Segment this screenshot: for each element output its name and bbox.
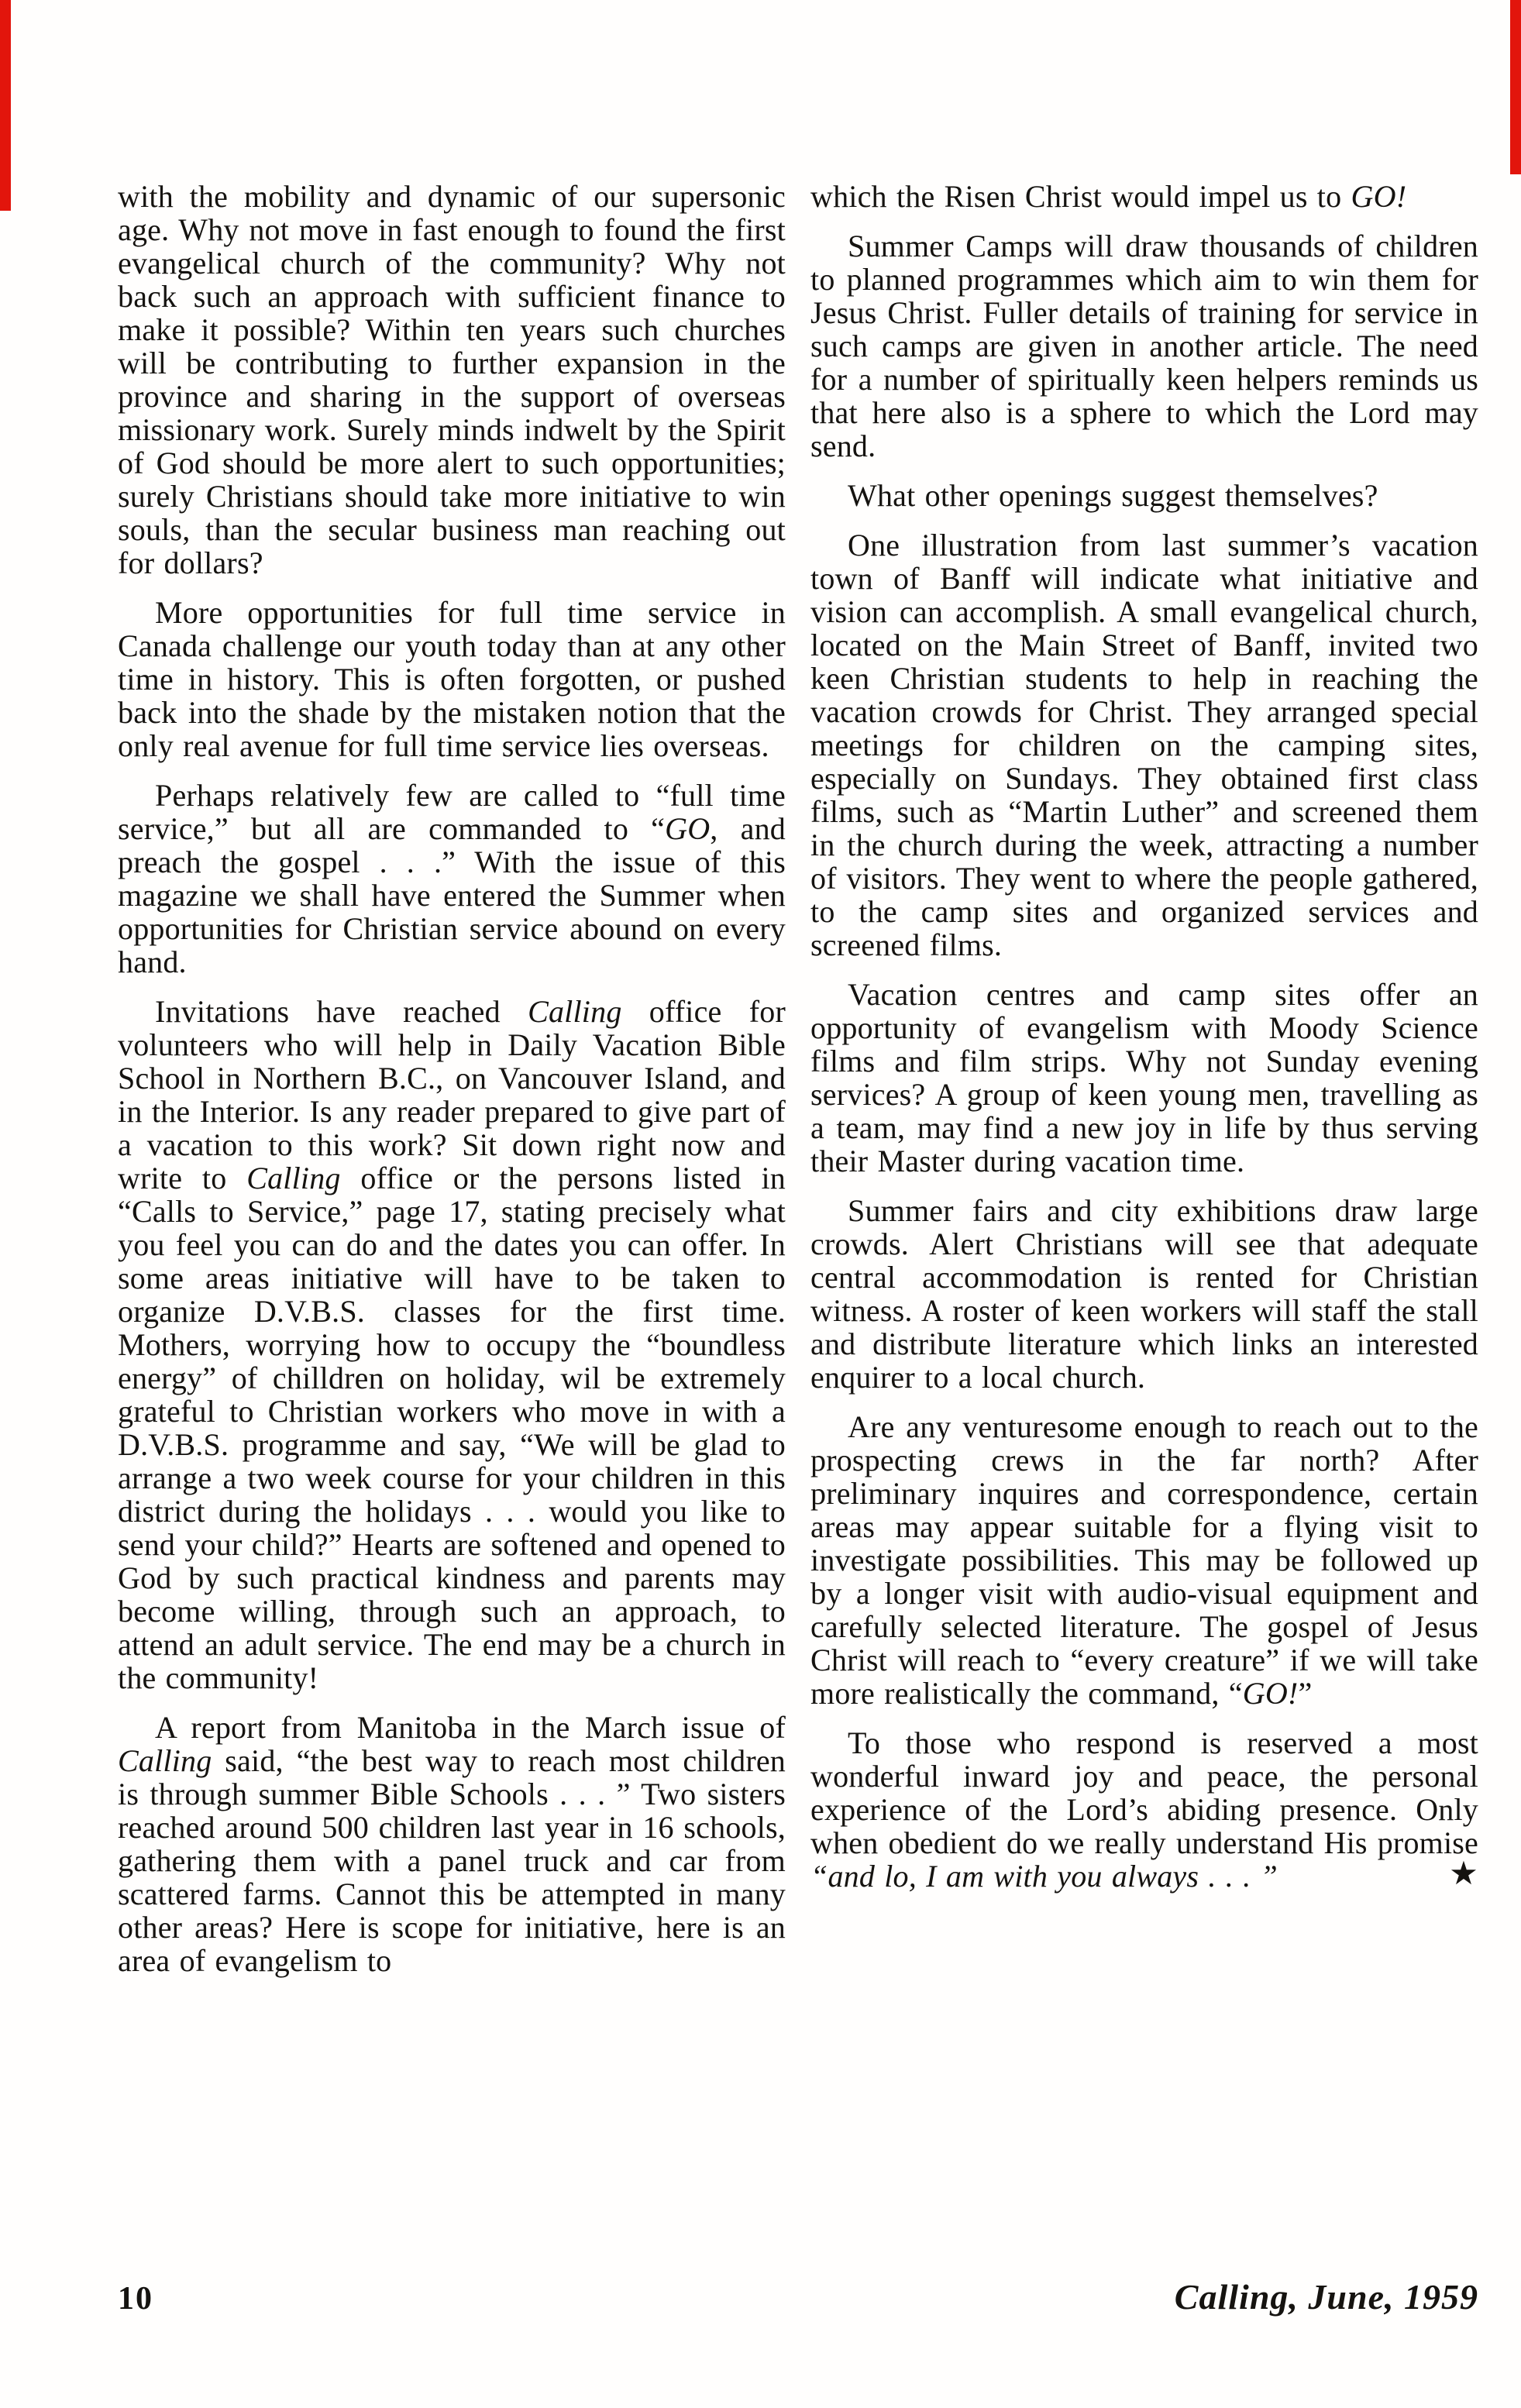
page-footer	[118, 2276, 1478, 2317]
red-edge-mark-left	[0, 0, 11, 211]
end-star-icon: ★	[1449, 1856, 1478, 1892]
italic-text: GO	[665, 811, 711, 846]
body-text: Vacation centres and camp sites offer an opportunity of evangelism with Moody Science films and film strips. Why not Sunday evening services? A group of keen young men, travelling as a team, may find a new joy in life by thus serving their Master during vacation time.	[810, 977, 1478, 1178]
paragraph	[810, 180, 1478, 213]
body-text: To those who respond is reserved a most wonderful inward joy and peace, the personal experience of the Lord’s abiding presence. Only when obedient do we really understand His promise	[810, 1725, 1478, 1860]
italic-text: GO!	[1351, 179, 1407, 214]
body-text: More opportunities for full time service in Canada challenge our youth today than at any other time in history. This is often forgotten, or pushed back into the shade by the mistaken notion that the only real avenue for full time service lies overseas.	[118, 595, 786, 763]
paragraph	[810, 528, 1478, 961]
body-text: office or the persons listed in “Calls to Service,” page 17, stating precisely what you feel you can do and the dates you can offer. In some areas initiative will have to be taken to organize D.V.B.S. classes for the first time. Mothers, worrying how to occupy the “boundless energy” of chilldren on holiday, wil be extremely grateful to Christian workers who move in with a D.V.B.S. programme and say, “We will be glad to arrange a two week course for your children in this district during the holidays . . . would you like to send your child?” Hearts are softened and opened to God by such practical kindness and parents may become willing, through such an approach, to attend an adult service. The end may be a church in the community!	[118, 1161, 786, 1695]
paragraph	[810, 978, 1478, 1178]
italic-text: “and lo, I am with you always . . . ”	[810, 1859, 1278, 1894]
paragraph	[810, 1410, 1478, 1710]
body-text: Perhaps relatively few are called to “full time service,” but all are commanded to “	[118, 778, 786, 846]
body-text: One illustration from last summer’s vacation town of Banff will indicate what initiative and vision can accomplish. A small evangelical church, located on the Main Street of Banff, invited two keen Christian students to help in reaching the vacation crowds for Christ. They arranged special meetings for children on the camping sites, especially on Sundays. They obtained first class films, such as “Martin Luther” and screened them in the church during the week, attracting a number of visitors. They went to where the people gathered, to the camp sites and organized services and screened films.	[810, 528, 1478, 962]
body-text: with the mobility and dynamic of our supersonic age. Why not move in fast enough to found the first evangelical church of the community? Why not back such an approach with sufficient finance to make it possible? Within ten years such churches will be contributing to further expansion in the province and sharing in the support of overseas missionary work. Surely minds indwelt by the Spirit of God should be more alert to such opportunities; surely Christians should take more initiative to win souls, than the secular business man reaching out for dollars?	[118, 179, 786, 580]
paragraph	[810, 1194, 1478, 1394]
body-text: office for volunteers who will help in Daily Vacation Bible School in Northern B.C., on Vancouver Island, and in the Interior. Is any reader prepared to give part of a vacation to this work? Sit down right now and write to	[118, 994, 786, 1195]
body-text: ”	[1298, 1676, 1313, 1711]
paragraph	[118, 779, 786, 979]
italic-text: Calling	[528, 994, 622, 1029]
paragraph	[118, 180, 786, 580]
italic-text: Calling	[246, 1161, 341, 1195]
page-number: 10	[118, 2281, 153, 2317]
paragraph	[810, 479, 1478, 512]
paragraph	[118, 1711, 786, 1977]
italic-text: GO!	[1242, 1676, 1299, 1711]
body-text: A report from Manitoba in the March issue of	[155, 1710, 786, 1745]
paragraph	[118, 995, 786, 1694]
paragraph	[810, 1726, 1478, 1893]
body-text: said, “the best way to reach most children is through summer Bible Schools . . . ” Two sisters reached around 500 children last year in 16 schools, gathering them with a panel truck and car from scattered farms. Cannot this be attempted in many other areas? Here is scope for initiative, here is an area of evangelism to	[118, 1743, 786, 1978]
italic-text: Calling	[118, 1743, 212, 1778]
body-text: Invitations have reached	[155, 994, 528, 1029]
body-text: Are any venturesome enough to reach out to the prospecting crews in the far north? After preliminary inquires and correspondence, certain areas may appear suitable for a flying visit to investigate possibilities. This may be followed up by a longer visit with audio-visual equipment and carefully selected literature. The gospel of Jesus Christ will reach to “every creature” if we will take more realistically the command, “	[810, 1409, 1478, 1711]
body-text: which the Risen Christ would impel us to	[810, 179, 1351, 214]
body-text: Summer Camps will draw thousands of children to planned programmes which aim to win them for Jesus Christ. Fuller details of training for service in such camps are given in another article. The need for a number of spiritually keen helpers reminds us that here also is a sphere to which the Lord may send.	[810, 229, 1478, 463]
paragraph	[810, 229, 1478, 463]
paragraph	[118, 596, 786, 762]
body-text: What other openings suggest themselves?	[848, 478, 1378, 513]
body-text: Summer fairs and city exhibitions draw large crowds. Alert Christians will see that adequate central accommodation is rented for Christian witness. A roster of keen workers will staff the stall and distribute literature which links an interested enquirer to a local church.	[810, 1193, 1478, 1395]
left-column	[118, 180, 786, 1993]
footer-citation: Calling, June, 1959	[1174, 2277, 1478, 2317]
right-column	[810, 180, 1478, 1909]
red-edge-mark-right	[1510, 0, 1521, 174]
body-text: , and preach the gospel . . .” With the issue of this magazine we shall have entered the Summer when opportunities for Christian service abound on every hand.	[118, 811, 786, 979]
